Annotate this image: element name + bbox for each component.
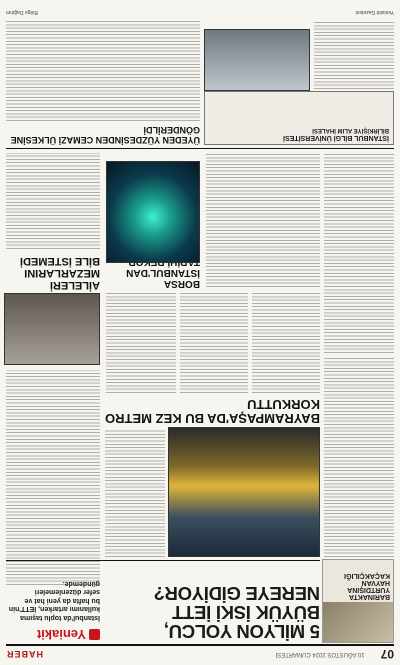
metro-photo bbox=[168, 427, 320, 557]
family-headline: AİLELERİ MEZARLARINI BİLE İSTEMEDİ bbox=[19, 255, 100, 291]
main-deck: İstanbul'da toplu taşıma kullanımı artarken, İETT'nin bu hafta da yeni hat ve sefer düzenlemeleri gündemde. bbox=[8, 580, 100, 621]
text-column bbox=[106, 293, 176, 393]
tender-notice-box bbox=[204, 91, 394, 145]
bottom-photo bbox=[204, 29, 310, 91]
text-column bbox=[105, 429, 165, 557]
tender-box-subtitle: BİLİRKİŞİYE ALIM İHALESİ bbox=[312, 127, 389, 133]
bourse-photo bbox=[106, 161, 200, 263]
notice-headline: ÜYEDEN YÜZDESİNDEN CEMAZİ ÜLKESİNE GÖNDERİLDİ bbox=[10, 125, 200, 145]
masthead-logo bbox=[6, 627, 100, 643]
text-column bbox=[314, 21, 394, 89]
text-column bbox=[180, 293, 248, 393]
side-news-photo bbox=[323, 602, 393, 642]
side-news-title: BARINAKTA YURTDIŞINA HAYVAN KAÇAKÇILIĞI bbox=[344, 572, 390, 600]
main-headline: 5 MİLYON YOLCU, BÜYÜK İSKİ İETT NEREYE GİDİYOR? bbox=[153, 583, 320, 642]
text-column bbox=[206, 152, 320, 287]
side-news-box bbox=[322, 559, 394, 643]
footer-right: Bölge Dağıtım bbox=[6, 9, 38, 15]
bourse-headline: BORSA İSTANBUL'DAN bbox=[126, 267, 200, 289]
page-footer bbox=[6, 5, 394, 15]
issue-date: 10 AĞUSTOS 2024 CUMARTESİ bbox=[275, 651, 365, 657]
logo-mark-icon bbox=[89, 630, 100, 641]
section-rule bbox=[6, 148, 394, 149]
page-header bbox=[6, 647, 394, 661]
text-column bbox=[6, 21, 200, 121]
text-column bbox=[6, 153, 100, 249]
page-number: 07 bbox=[380, 647, 394, 661]
section-label: HABER bbox=[6, 649, 44, 659]
family-photo bbox=[4, 293, 100, 365]
header-rule bbox=[6, 645, 394, 647]
text-column bbox=[252, 293, 320, 393]
logo-name: Yeniakit bbox=[36, 627, 86, 643]
text-column bbox=[324, 153, 394, 353]
text-column bbox=[6, 370, 100, 585]
metro-headline: BAYRAMPAŞA'DA BU KEZ METRO KORKUTTU bbox=[105, 397, 320, 426]
text-column bbox=[324, 357, 394, 557]
tender-box-title: İSTANBUL BİLGİ ÜNİVERSİTESİ bbox=[283, 134, 389, 141]
footer-left: Yeniakit Gazetesi bbox=[355, 9, 394, 15]
